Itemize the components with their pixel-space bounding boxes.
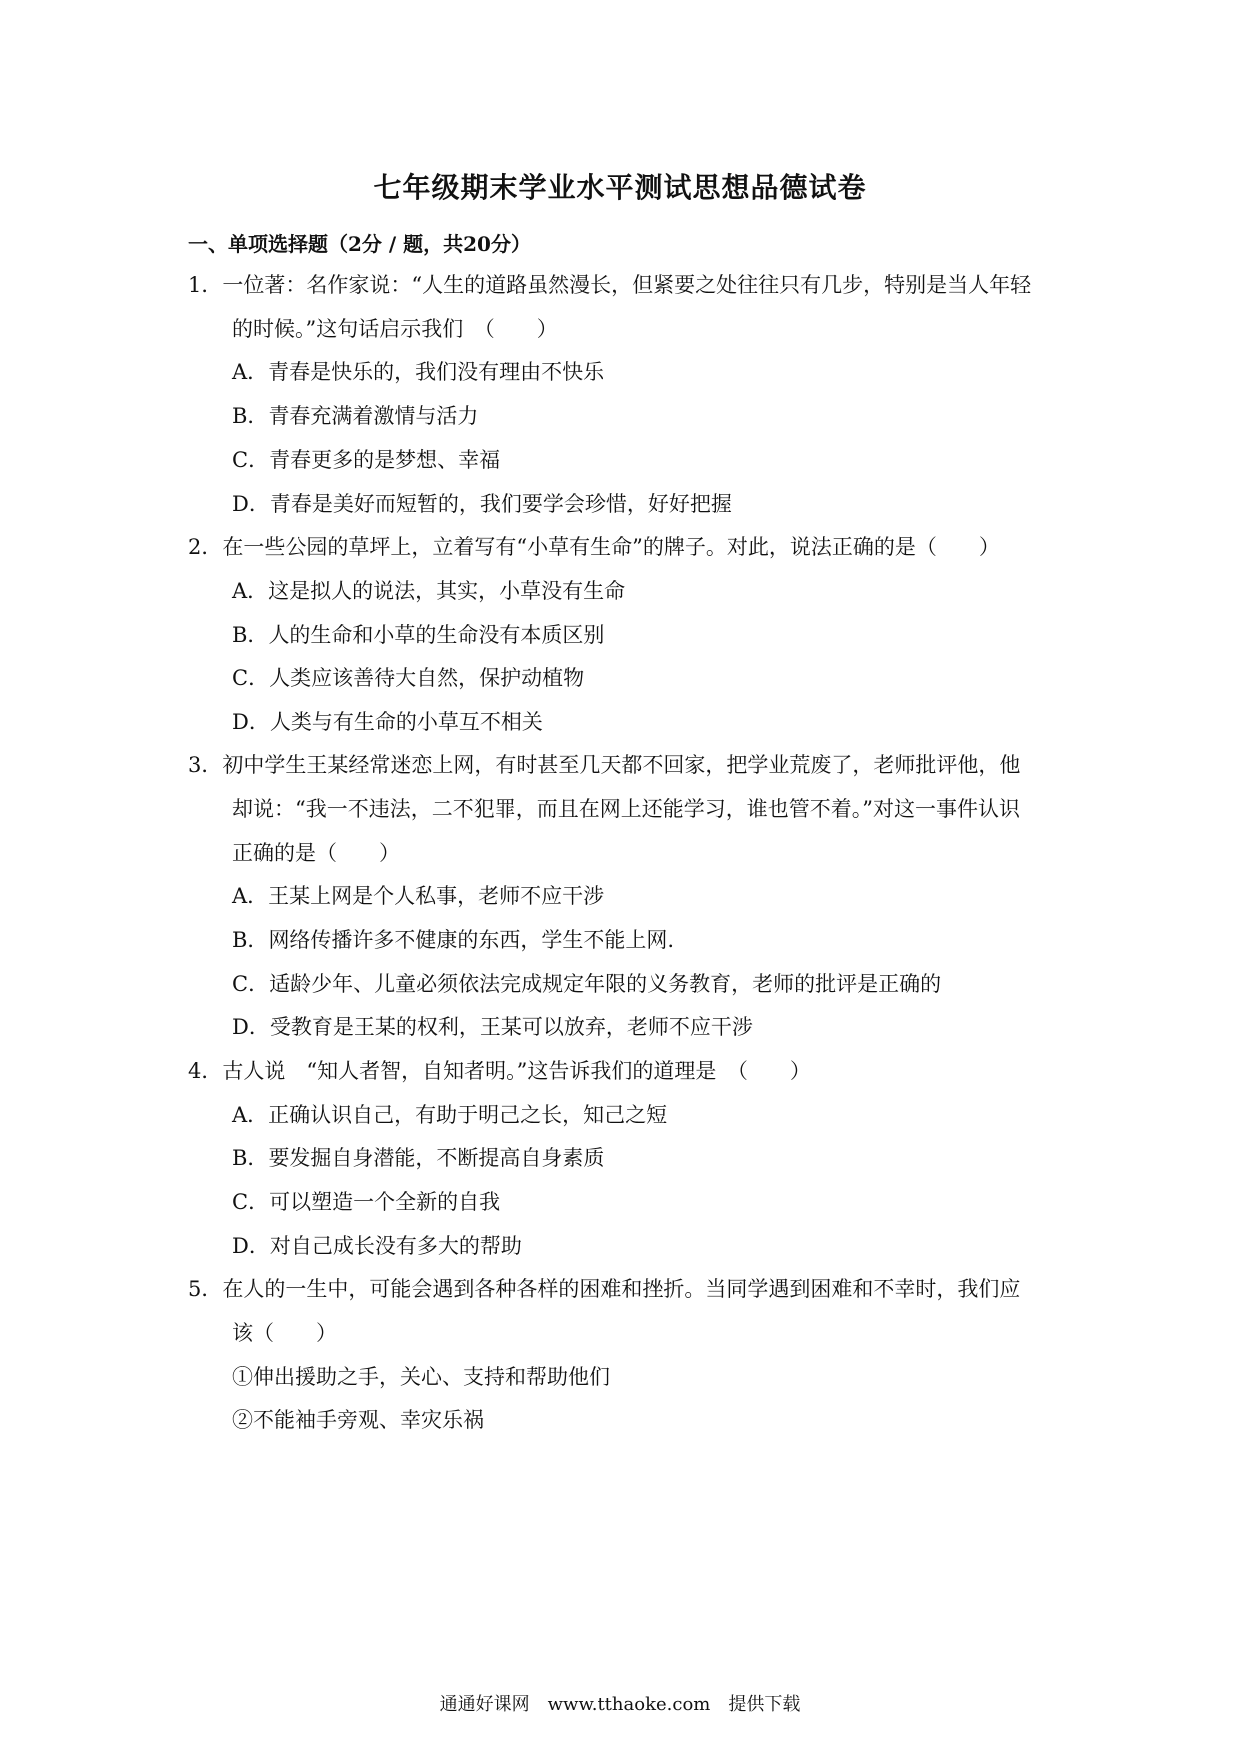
- option-d: D．青春是美好而短暂的，我们要学会珍惜，好好把握: [232, 492, 732, 516]
- question-number: 5．: [188, 1277, 223, 1301]
- question-text-continued: 却说：“我一不违法，二不犯罪，而且在网上还能学习，谁也管不着。”对这一事件认识: [232, 797, 1020, 821]
- question-text-continued: 该（ ）: [232, 1321, 337, 1345]
- question-number: 4．: [188, 1059, 223, 1083]
- option-d: D．受教育是王某的权利，王某可以放弃，老师不应干涉: [232, 1015, 753, 1039]
- option-a: A．王某上网是个人私事，老师不应干涉: [232, 884, 605, 908]
- question-number: 1．: [188, 273, 223, 297]
- question-text: 一位著：名作家说：“人生的道路虽然漫长，但紧要之处往往只有几步，特别是当人年轻: [222, 273, 1032, 297]
- question-text: 古人说 “知人者智，自知者明。”这告诉我们的道理是 （ ）: [222, 1059, 811, 1083]
- question-3: [188, 751, 1020, 779]
- option-b: B．要发掘自身潜能，不断提高自身素质: [232, 1146, 605, 1170]
- statement-1: ①伸出援助之手，关心、支持和帮助他们: [232, 1365, 610, 1389]
- option-a: A．这是拟人的说法，其实，小草没有生命: [232, 579, 626, 603]
- question-4: [188, 1057, 811, 1085]
- question-number: 3．: [188, 753, 223, 777]
- question-2: [188, 533, 1000, 561]
- question-text: 在人的一生中，可能会遇到各种各样的困难和挫折。当同学遇到困难和不幸时，我们应: [222, 1277, 1021, 1301]
- question-text: 在一些公园的草坪上，立着写有“小草有生命”的牌子。对此，说法正确的是（ ）: [222, 535, 1000, 559]
- option-d: D．对自己成长没有多大的帮助: [232, 1234, 522, 1258]
- question-1: [188, 271, 1031, 299]
- option-c: C．青春更多的是梦想、幸福: [232, 448, 501, 472]
- question-text-continued: 正确的是（ ）: [232, 841, 400, 865]
- option-b: B．青春充满着激情与活力: [232, 404, 479, 428]
- footer-credit: 通通好课网 www.tthaoke.com 提供下载: [439, 1694, 801, 1715]
- question-text-continued: 的时候。”这句话启示我们 （ ）: [232, 317, 558, 341]
- question-number: 2．: [188, 535, 223, 559]
- question-text: 初中学生王某经常迷恋上网，有时甚至几天都不回家，把学业荒废了，老师批评他，他: [222, 753, 1021, 777]
- option-a: A．青春是快乐的，我们没有理由不快乐: [232, 360, 605, 384]
- option-c: C．可以塑造一个全新的自我: [232, 1190, 501, 1214]
- section-heading: 一、单项选择题（2分 / 题，共20分）: [188, 232, 531, 256]
- option-d: D．人类与有生命的小草互不相关: [232, 710, 543, 734]
- statement-2: ②不能袖手旁观、幸灾乐祸: [232, 1408, 484, 1432]
- option-b: B．网络传播许多不健康的东西，学生不能上网.: [232, 928, 675, 952]
- option-b: B．人的生命和小草的生命没有本质区别: [232, 623, 605, 647]
- page-title: 七年级期末学业水平测试思想品德试卷: [373, 171, 867, 204]
- option-a: A．正确认识自己，有助于明己之长，知己之短: [232, 1103, 668, 1127]
- option-c: C．人类应该善待大自然，保护动植物: [232, 666, 585, 690]
- option-c: C．适龄少年、儿童必须依法完成规定年限的义务教育，老师的批评是正确的: [232, 972, 942, 996]
- question-5: [188, 1275, 1020, 1303]
